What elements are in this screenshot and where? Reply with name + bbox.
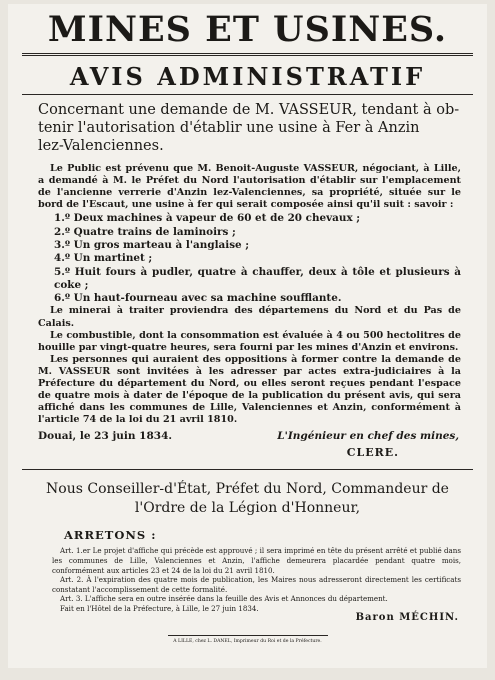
poster-subtitle: AVIS ADMINISTRATIF [69,62,426,91]
fuel-paragraph: Le combustible, dont la consommation est évaluée à 4 ou 500 hectolitres de houille par vingt-quatre heures, sera fourni par les mines d'Anzin et environs. [38,329,461,353]
list-item: 2.º Quatre trains de laminoirs ; [54,225,236,238]
article-2: Art. 2. À l'expiration des quatre mois de publication, les Maires nous adresseront directement les certificats constatant l'accomplissement de cette formalité. [52,575,461,594]
engineer-name: CLERE. [346,446,399,460]
intro-paragraph: Le Public est prévenu que M. Benoit-Auguste VASSEUR, négociant, à Lille, a demandé à M. le Préfet du Nord l'autorisation d'établir sur l'emplacement de l'ancienne verrerie d'Anzin lez-Valenciennes, sa propriété, située sur le bord de l'Escaut, une usine à fer qui serait composée ainsi qu'il suit : savoir : [38,163,461,211]
articles-block [8,542,487,613]
equipment-list [38,212,461,305]
subject-block [8,95,487,155]
list-item: 1.º Deux machines à vapeur de 60 et de 20 chevaux ; [54,212,361,225]
list-item: 4.º Un martinet ; [54,252,153,265]
subject-line-2: tenir l'autorisation d'établir une usine à Fer à Anzin [38,120,420,136]
notice-body [8,155,487,426]
list-item: 6.º Un haut-fourneau avec sa machine soufflante. [54,292,342,305]
prefect-line-1: Nous Conseiller-d'État, Préfet du Nord, Commandeur de [46,481,449,498]
article-1: Art. 1.er Le projet d'affiche qui précède est approuvé ; il sera imprimé en tête du présent arrêté et publié dans les communes de Lille, Valenciennes et Anzin, l'affiche demeurera placardée pendant quatre mois, conformément aux articles 23 et 24 de la loi du 21 avril 1810. [52,546,461,575]
arretons-heading: ARRETONS : [64,528,157,543]
ore-paragraph: Le minerai à traiter proviendra des départemens du Nord et du Pas de Calais. [38,305,461,329]
opposition-paragraph: Les personnes qui auraient des oppositions à former contre la demande de M. VASSEUR sont invitées à les adresser par actes extra-judiciaires à la Préfecture du département du Nord, ou elles seront reçues pendant l'espace de quatre mois à dater de l'époque de la publication du présent avis, qui sera affiché dans les communes de Lille, Valenciennes et Anzin, conformément à l'article 74 de la loi du 21 avril 1810. [38,353,461,426]
engineer-title: L'Ingénieur en chef des mines, [277,430,459,443]
list-item: 3.º Un gros marteau à l'anglaise ; [54,238,250,251]
signature-row [8,426,487,442]
poster-title: MINES ET USINES. [47,9,448,50]
article-3: Art. 3. L'affiche sera en outre insérée dans la feuille des Avis et Annonces du département. [60,594,388,604]
list-item: 5.º Huit fours à pudler, quatre à chauffer, deux à tôle et plusieurs à coke ; [54,265,461,291]
prefect-signature: Baron MÉCHIN. [355,611,459,623]
prefect-header [8,470,487,518]
imprint-divider [168,635,328,636]
date-line: Douai, le 23 juin 1834. [38,430,173,443]
poster [8,4,487,668]
subject-line-3: lez-Valenciennes. [38,138,164,154]
title-divider [22,53,473,56]
done-at-line: Fait en l'Hôtel de la Préfecture, à Lille, le 27 juin 1834. [60,603,259,613]
printer-imprint: A LILLE, chez L. DANEL, Imprimeur du Roi et de la Préfecture. [173,638,322,644]
subject-line-1: Concernant une demande de M. VASSEUR, tendant à ob- [38,102,460,118]
prefect-line-2: l'Ordre de la Légion d'Honneur, [134,500,361,517]
